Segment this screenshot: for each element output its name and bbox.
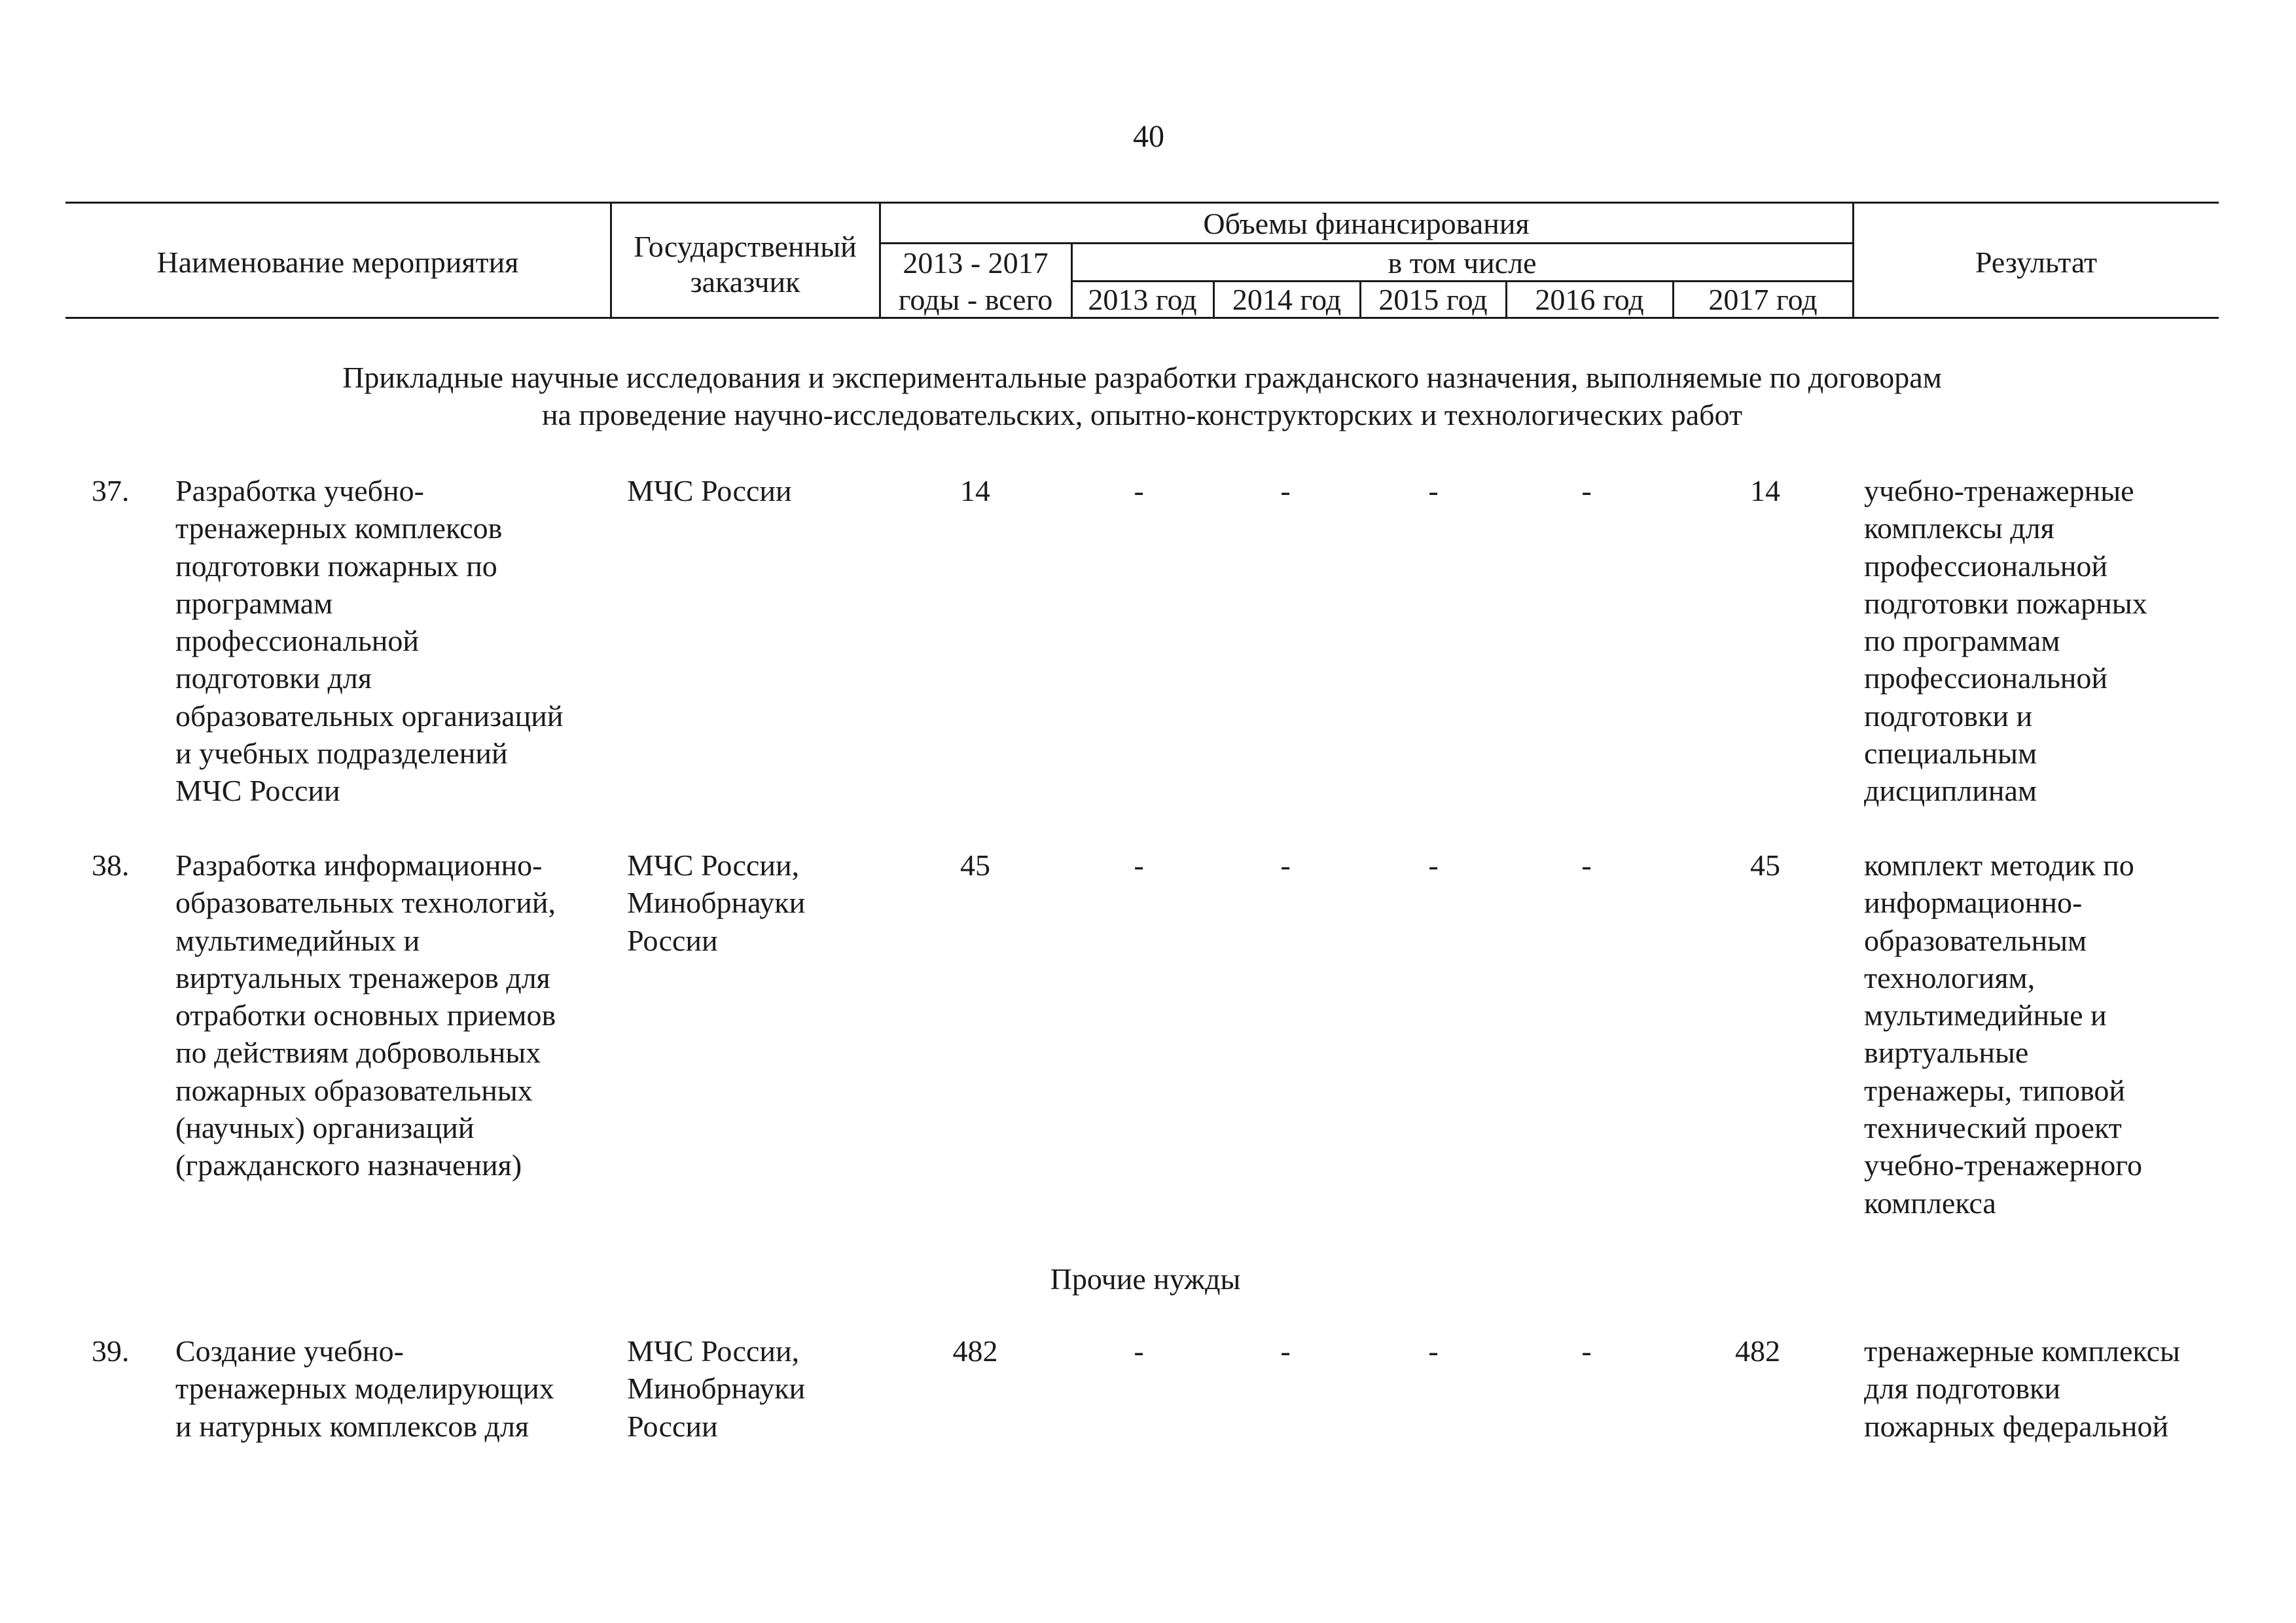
row-customer: МЧС России <box>627 474 792 507</box>
row-customer: МЧС России, Минобрнауки России <box>627 848 806 957</box>
row-year-2015: - <box>1428 1334 1439 1368</box>
row-year-2013: - <box>1134 474 1144 507</box>
row-name: Разработка учебно- тренажерных комплексов подготовки пожарных по программам профессиональной подготовки для образовательных организаций и учебных подразделений МЧС России <box>175 474 564 808</box>
section-heading-2: Прочие нужды <box>1050 1262 1241 1296</box>
row-year-2014: - <box>1280 848 1291 882</box>
header-top-rule <box>65 202 2219 204</box>
row-year-2013: - <box>1134 1334 1144 1368</box>
row-name: Разработка информационно- образовательных технологий, мультимедийных и виртуальных тренажеров для отработки основных приемов по действиям добровольных пожарных образовательных (научных) организаций (гражданского назначения) <box>175 848 556 1182</box>
row-result: комплект методик по информационно- образовательным технологиям, мультимедийные и виртуальные тренажеры, типовой технический проект учебно-тренажерного комплекса <box>1864 848 2142 1220</box>
row-year-2014: - <box>1280 1334 1291 1368</box>
row-year-2017: 14 <box>1750 474 1780 507</box>
row-year-2017: 482 <box>1735 1334 1780 1368</box>
row-total: 45 <box>960 848 990 882</box>
row-year-2016: - <box>1581 1334 1592 1368</box>
row-number: 37. <box>92 474 130 507</box>
row-number: 39. <box>92 1334 130 1368</box>
row-year-2017: 45 <box>1750 848 1780 882</box>
header-year-2014: 2014 год <box>1232 283 1342 316</box>
row-year-2013: - <box>1134 848 1144 882</box>
row-year-2016: - <box>1581 474 1592 507</box>
row-total: 482 <box>952 1334 998 1368</box>
header-col-name: Наименование мероприятия <box>156 246 519 279</box>
header-total-line1: 2013 - 2017 <box>903 246 1049 280</box>
header-year-2013: 2013 год <box>1088 283 1197 316</box>
header-funding-title: Объемы финансирования <box>1203 207 1530 240</box>
header-col-customer-line2: заказчик <box>690 265 800 299</box>
section-heading-1-line2: на проведение научно-исследовательских, опытно-конструкторских и технологических работ <box>541 398 1743 431</box>
header-year-2017: 2017 год <box>1708 283 1818 316</box>
row-year-2015: - <box>1428 474 1439 507</box>
page-number: 40 <box>1133 119 1164 154</box>
header-col-result: Результат <box>1975 246 2098 279</box>
row-customer: МЧС России, Минобрнауки России <box>627 1334 806 1443</box>
header-total-line2: годы - всего <box>898 283 1053 316</box>
row-result: учебно-тренажерные комплексы для профессиональной подготовки пожарных по программам профессиональной подготовки и специальным дисциплинам <box>1864 474 2147 808</box>
header-year-2016: 2016 год <box>1535 283 1644 316</box>
row-number: 38. <box>92 848 130 882</box>
section-heading-1-line1: Прикладные научные исследования и экспериментальные разработки гражданского назначения, выполняемые по договорам <box>342 361 1942 394</box>
header-year-2015: 2015 год <box>1378 283 1488 316</box>
row-year-2015: - <box>1428 848 1439 882</box>
row-total: 14 <box>960 474 990 507</box>
header-including: в том числе <box>1388 246 1537 280</box>
row-name: Создание учебно- тренажерных моделирующих и натурных комплексов для <box>175 1334 554 1443</box>
row-result: тренажерные комплексы для подготовки пожарных федеральной <box>1864 1334 2180 1443</box>
header-col-customer-line1: Государственный <box>634 230 857 263</box>
row-year-2016: - <box>1581 848 1592 882</box>
row-year-2014: - <box>1280 474 1291 507</box>
